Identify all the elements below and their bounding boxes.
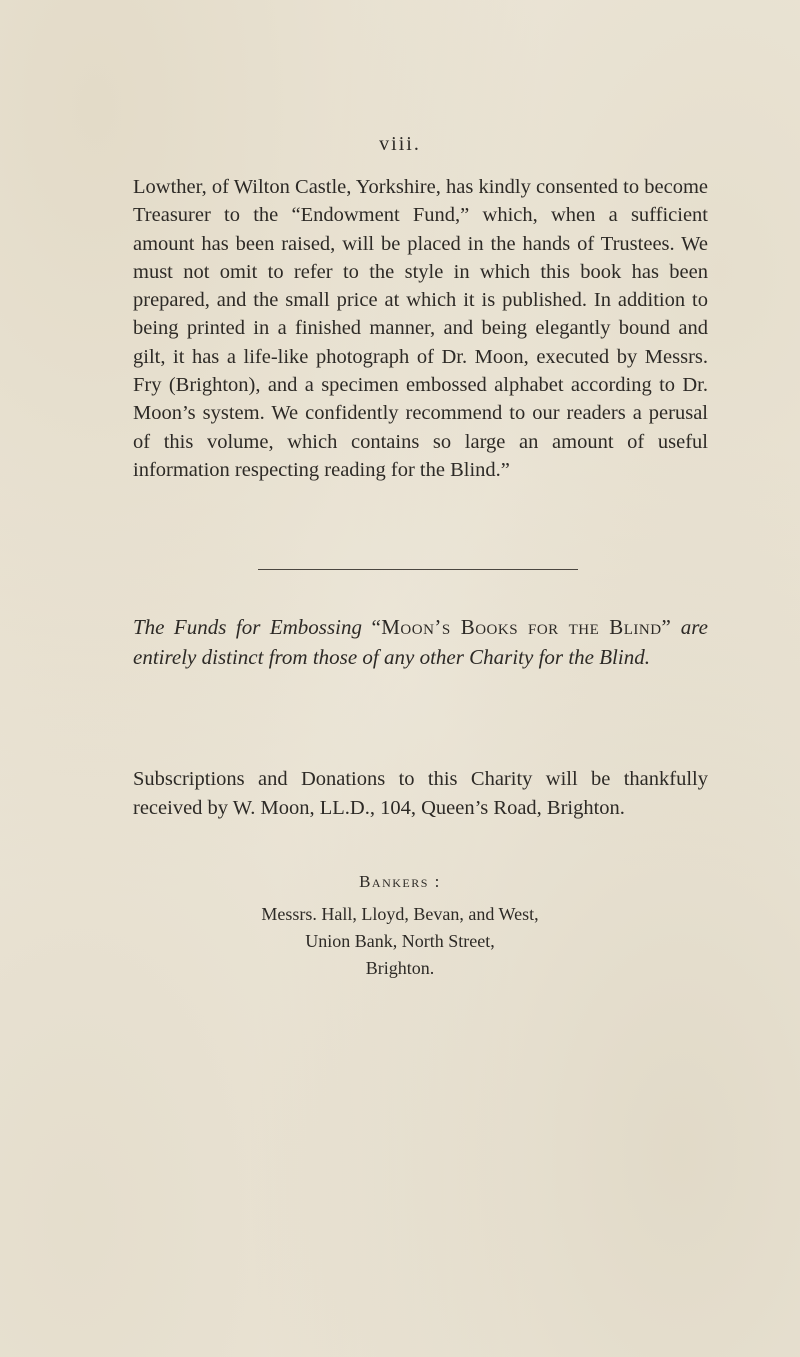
subscriptions-paragraph: Subscriptions and Donations to this Charity will be thankfully received by W. Moon, LL.D., 104, Queen’s Road, Brighton. (133, 768, 708, 819)
bankers-line: Brighton. (365, 958, 435, 978)
bankers-heading: Bankers : (359, 872, 441, 891)
funds-note (133, 612, 708, 672)
page-number: viii. (379, 133, 421, 155)
funds-note-rest: are entirely distinct from those of any other Charity for the Blind. (133, 615, 708, 669)
bankers-line: Messrs. Hall, Lloyd, Bevan, and West, (261, 904, 539, 924)
funds-note-lead: The Funds for Embossing (133, 615, 362, 639)
body-paragraph: Lowther, of Wilton Castle, Yorkshire, has kindly consented to become Treasurer to the “Endowment Fund,” which, when a sufficient amount has been raised, will be placed in the hands of Trustees. We must not omit to refer to the style in which this book has been prepared, and the small price at which it is published. In addition to being printed in a finished manner, and being elegantly bound and gilt, it has a life-like photograph of Dr. Moon, executed by Messrs. Fry (Brighton), and a specimen embossed alphabet according to Dr. Moon’s system. We confidently recommend to our readers a perusal of this volume, which contains so large an amount of useful information respecting reading for the Blind.” (133, 176, 708, 481)
funds-note-title: “Moon’s Books for the Blind” (371, 615, 672, 639)
bankers-line: Union Bank, North Street, (305, 931, 495, 951)
section-divider (258, 569, 578, 570)
